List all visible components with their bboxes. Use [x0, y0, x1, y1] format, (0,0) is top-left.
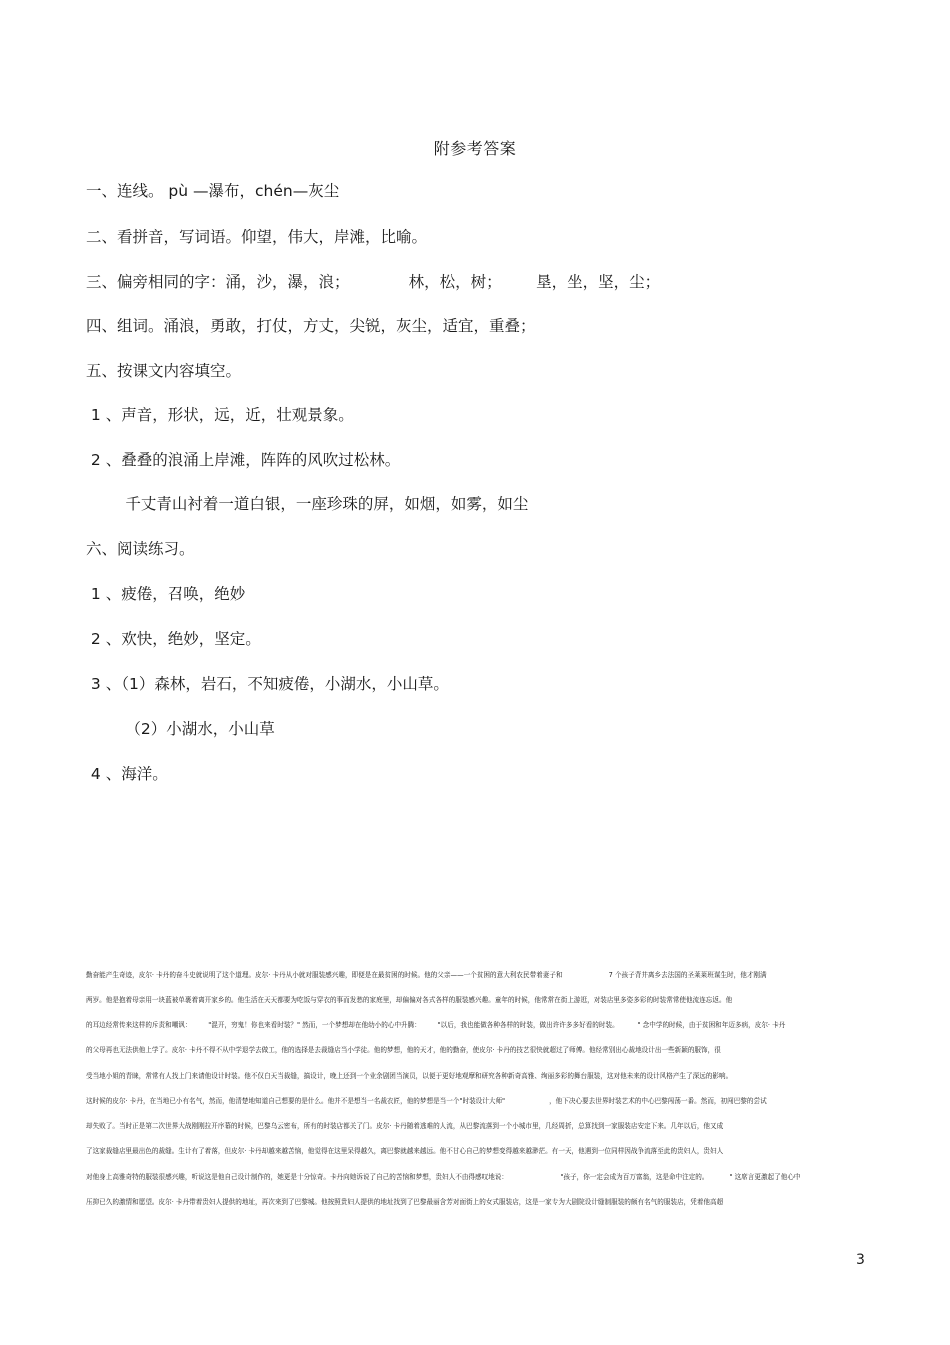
- passage-line: 了这家裁缝店里最出色的裁缝。生计有了着落，但皮尔· 卡丹却越来越苦恼，他觉得在这里呆得越久，离巴黎就越来越远。他不甘心自己的梦想变得越来越渺茫。有一天，他遇到一位同样因战争流落至此的贵妇人，贵妇人: [86, 1147, 724, 1155]
- answer-line: 1 、声音，形状，远，近，壮观景象。: [86, 406, 354, 424]
- answer-line: 五、按课文内容填空。: [86, 362, 242, 380]
- passage-line: 对他身上高雅奇特的服装很感兴趣，听说这是他自己设计制作的，她更是十分惊奇。卡丹向她诉说了自己的苦恼和梦想，贵妇人不由得感叹地说： "孩子，你一定会成为百万富翁，这是命中注定的。 " 这席言更激起了他心中: [86, 1173, 801, 1181]
- passage-line: 却失败了。当时正是第二次世界大战刚刚拉开序幕的时候，巴黎乌云密布，所有的时装店都关了门。皮尔· 卡丹随着逃难的人流，从巴黎流落到一个小城市里，几经周折，总算找到一家服装店安定下来。几年以后，他又成: [86, 1122, 724, 1130]
- page-number: 3: [856, 1252, 865, 1268]
- passage-line: 这时候的皮尔· 卡丹，在当地已小有名气，然而，他清楚地知道自己想要的是什么。他并不是想当一名裁衣匠，他的梦想是当一个"时装设计大师" ，他下决心要去世界时装艺术的中心巴黎闯荡一番。然而，初闯巴黎的尝试: [86, 1097, 767, 1105]
- answer-line: 二、看拼音，写词语。仰望，伟大，岸滩，比喻。: [86, 228, 428, 246]
- answer-line: 2 、欢快，绝妙，坚定。: [86, 630, 261, 648]
- answer-line: 六、阅读练习。: [86, 540, 195, 558]
- passage-line: 的父母再也无法供他上学了。皮尔· 卡丹不得不从中学退学去做工，他的选择是去裁缝店当小学徒。他的梦想，他的天才，他的勤奋，使皮尔· 卡丹的技艺很快就超过了师傅。他经常别出心裁地设计出一些新颖的服饰，很: [86, 1046, 721, 1054]
- answer-line: （2）小湖水，小山草: [86, 720, 275, 738]
- passage-line: 勤奋能产生奇迹，皮尔· 卡丹的奋斗史就说明了这个道理。皮尔· 卡丹从小就对服装感兴趣，即便是在最贫困的时候。他的父亲——一个贫困的意大利农民带着妻子和 7 个孩子背井离乡去法国的圣莱莱班谋生时，他才刚满: [86, 971, 767, 979]
- passage-line: 压抑已久的激情和愿望。皮尔· 卡丹带着贵妇人提供的地址，再次来到了巴黎城。他按照贵妇人提供的地址找到了巴黎最丽含芳对面街上的女式服装店，这是一家专为大剧院设计缝制服装的颇有名气的服装店，凭着他高超: [86, 1198, 724, 1206]
- answer-line: 千丈青山衬着一道白银，一座珍珠的屏，如烟，如雾，如尘: [86, 495, 529, 513]
- answer-line: 4 、海洋。: [86, 765, 168, 783]
- answer-line: 四、组词。涌浪，勇敢，打仗，方丈，尖锐，灰尘，适宜，重叠；: [86, 317, 536, 335]
- answer-line: 一、连线。 pù —瀑布，chén—灰尘: [86, 182, 340, 200]
- answer-line: 3 、（1）森林，岩石，不知疲倦，小湖水，小山草。: [86, 675, 449, 693]
- answer-line: 1 、疲倦，召唤，绝妙: [86, 585, 246, 603]
- passage-line: 的耳边经常传来这样的斥责和嘲讽： "混开，穷鬼！你也来看时装？" 然而，一个梦想却在他幼小的心中升腾： "以后，我也能做各种各样的时装，做出许许多多好看的时装。 " 念中学的时候，由于贫困和年迈多病，皮尔· 卡丹: [86, 1021, 786, 1029]
- passage-line: 受当地小姐的青睐，常常有人找上门来请他设计时装。他不仅白天当裁缝，搞设计，晚上还到一个业余剧团当演员，以便于更好地观摩和研究各种新奇高雅、绚丽多彩的舞台服装，这对他未来的设计风格产生了深远的影响。: [86, 1072, 733, 1080]
- answer-line: 三、偏旁相同的字：涌，沙，瀑，浪； 林，松，树； 垦，坐，坚，尘；: [86, 273, 661, 291]
- page-title: 附参考答案: [433, 139, 517, 158]
- answer-line: 2 、叠叠的浪涌上岸滩，阵阵的风吹过松林。: [86, 451, 401, 469]
- passage-line: 两岁。他是抱着母亲用一块蓝被单裹着离开家乡的。他生活在天天都要为吃饭与穿衣的事而发愁的家庭里，却偏偏对各式各样的服装感兴趣。童年的时候，他常常在街上游逛，对装店里多姿多彩的时装常常使他流连忘返。他: [86, 996, 733, 1004]
